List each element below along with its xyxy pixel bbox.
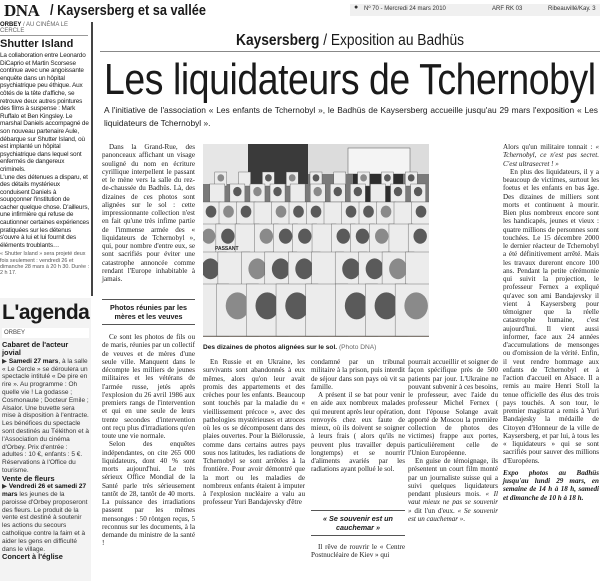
portrait-face [217,174,224,181]
photo-credit: (Photo DNA) [337,344,377,351]
paragraph [408,457,498,523]
portrait-face [346,206,357,218]
portrait-face [313,187,321,196]
page-code: ARF RK 03 [492,6,523,12]
paragraph: pourrait accueillir et soigner de façon spécifique près de 500 patients par jour. L'Ukraine ne pouvant subvenir à ces besoins, le professeur, avec l'aide du professeur Michel Fernex ( dont l'épouse Solange avait apporté de Moscou la première collection de photos des victimes) frappe aux portes, particulièrement celle de l'Union Européenne. [408,358,498,457]
paragraph: En plus des liquidateurs, il y a beaucoup de victimes, surtout les foetus et les enfants en bas âge. Des dizaines de milliers sont morts et continuent à mourir. Bien plus nombreux encore sont les handicapés, jeunes et vieux : quatre millions de personnes sont touchées. Le 15 décembre 2000 le dernier réacteur de Tchernobyl a été définitivement arrêté. Mais les travaux dureront encore 100 ans. Pendant la petite cérémonie qui suivit la projection, le professeur Fernex a expliqué qu'avec son ami Bandajevsky il vient à Kaysersberg pour témoigner que la réelle catastrophe humaine, c'est aujourd'hui. Il vient aussi informer, face aux 24 années d'accumulations de mensonges ou d'omission de la vérité. Enfin, il veut rendre hommage aux enfants de Tchernobyl et à l'action d'accueil en Alsace. Il a remis au maire Henri Stoll la tenue officielle des élus des trois pays touchés. A son tour, le premier magistrat a remis à Yuri Bandajesky la médaille de Citoyen d'Honneur de la ville de Kaysersberg, et par lui, à tous les « liquidateurs » qui se sont sacrifiés pour sauver des millions d'Européens. [503,167,599,465]
portrait-face [293,206,304,218]
portrait-face [381,206,392,218]
paragraph: Dans la Grand-Rue, des panonceaux affichant un visage souligné du nom en écriture cyrillique interpellent le passant et le mène vers la salle du rez-de-chaussée du Badhüs. Là, des dizaines de ces photos sont alignées sur le sol : cette impressionnante collection n'est en fait qu'une très infime partie de l'immense armée des « liquidateurs de Tchernobyl », qui, pour nombre d'entre eux, se sont sacrifiés pour éviter une catastrophe annoncée comme rendant l'Europe inhabitable à jamais. [102,143,195,283]
quote: « Il vaut mieux ne pas se souvenir » [408,490,498,515]
portrait-face [233,187,241,196]
cinema-note: « Shutter Island » sera projeté deux fois seulement : vendredi 26 et dimanche 28 mars à 20 h 30. Durée : 2 h 17. [0,251,89,277]
cinema-kicker [0,22,88,36]
portrait-face [408,174,415,181]
cinema-title: Shutter Island [0,38,74,50]
article-lead: A l'initiative de l'association « Les enfants de Tchernobyl », le Badhüs de Kaysersberg accueille jusqu'au 29 mars l'exposition « Les liquidateurs de Tchernobyl ». [104,105,598,128]
portrait-face [295,258,313,279]
arrow-icon: ▶ [2,357,9,365]
paragraph: condamné par un tribunal militaire à la prison, puis interdit de séjour dans son pays où vit sa famille. [311,358,405,391]
cinema-paragraph: L'une des détenues a disparu, et des détails mystérieux conduisent Daniels à soupçonner l'institution de cacher quelque chose. D'ailleurs, une infirmière qui refuse de cautionner certaines expériences pratiquées sur les détenus s'ouvre à lui et lui fournit des éléments troublants… [0,173,89,249]
kicker-rest: / AU CINÉMA LE CERCLE [0,22,69,34]
portrait-face [276,206,287,218]
kicker-town: ORBEY [0,22,22,28]
portrait-face [273,187,281,196]
paragraph [503,143,599,168]
portrait-face [241,206,252,218]
agenda-item-text [2,358,89,475]
divider [100,51,600,52]
text: dit l'un d'eux. [411,506,458,515]
portrait-frame [394,202,413,225]
agenda-item-date: Samedi 27 mars [8,357,59,365]
rubric-topic: / Exposition au Badhüs [319,32,464,49]
quote: « Tchernobyl, ce n'est pas secret. C'est ultrasecret ! » [503,143,599,168]
portrait-face [394,187,402,196]
portrait-frame [290,184,305,202]
portrait-face [356,229,369,244]
portrait-face [279,229,292,244]
article-rubric [135,32,565,50]
issue-meta [350,4,600,16]
portrait-face [226,292,250,319]
photo-sign-text: PASSANT [215,246,239,252]
portrait-face [360,174,367,181]
portrait-face [345,292,369,319]
portrait-frame [210,184,225,202]
paragraph: Il rêve de rouvrir le « Centre Postnucléaire de Kiev » qui [311,543,405,560]
edition: Ribeauvillé/Kay. 3 [548,6,596,12]
agenda-item-body: les jeunes de la paroisse d'Orbey proposeront des fleurs. Le produit de la vente est destiné à soutenir les actions du secours catholique contre la faim et à aider les gens en difficulté dans le village. [2,490,88,553]
cinema-paragraph: La collaboration entre Leonardo DiCaprio et Martin Scorsese continue avec une angoissante enquête dans un hôpital psychiatrique peu éthique. Aux côtés de la tête d'affiche, se retrouve deux autres pointures des films à suspense : Mark Ruffalo et Ben Kingsley. Le marshal Daniels accompagné de son nouveau partenaire Aule, débarque sur Shutter Island, où est implanté un hôpital psychiatrique dans lequel sont enfermés de dangereux criminels. [0,52,89,173]
portrait-face [375,229,388,244]
article-column [311,358,405,474]
portrait-face [311,206,322,218]
photo-exhibition-floor [203,144,429,337]
portrait-face [334,187,342,196]
sidebar [0,22,93,296]
agenda-item-title: Concert à l'église [2,552,63,562]
portrait-face [260,229,273,244]
portrait-face [363,206,374,218]
portrait-face [298,229,311,244]
section-title: / Kaysersberg et sa vallée [50,2,206,19]
portrait-face [416,206,427,218]
portrait-face [389,258,407,279]
agenda-title: L'agenda [2,301,90,324]
portrait-face [413,229,426,244]
portrait-frame [254,202,273,225]
photo-caption [203,344,376,351]
portrait-face [265,174,272,181]
portrait-face [289,174,296,181]
quote: « Se souvenir est un cauchemar ». [408,506,498,523]
portrait-face [354,187,362,196]
article-column [503,143,599,502]
paragraph: Selon des enquêtes indépendantes, on cite 265 000 liquidateurs, dont 40 % sont morts aujourd'hui. Le très sérieux Office Mondial de la Santé parle très sérieusement tantôt de 28, tantôt de 40 morts. La puissance des irradiations passent par les mêmes mensonges : 50 röntgen reçus, 5 reconnus sur les documents, à la demande du ministre de la santé ! [102,440,195,548]
portrait-face [221,229,234,244]
article-column [311,543,405,560]
subheading: Photos réunies par les mères et les veuves [102,299,195,325]
text: Alors qu'un militaire tonnait : [503,143,596,151]
article-headline: Les liquidateurs de Tchernobyl [104,55,596,104]
portrait-face [342,258,360,279]
portrait-face [414,187,422,196]
text: En guise de témoignage, ils présentent un court film monté par un journaliste suisse qui a suivi quelques liquidateurs pendant plusieurs mois. [408,457,498,498]
agenda-item-date: Vendredi 26 et samedi 27 mars [2,483,87,498]
article-column [102,333,195,548]
agenda-town: ORBEY [2,328,89,338]
portrait-face [404,292,428,319]
paragraph: Ce sont les photos de fils ou de maris, réunies par un collectif de veuves et de mères d'une seule ville. Manquent dans le décompte les milliers de jeunes militaires et les vétérans de l'armée russe, jetés après l'explosion du 26 avril 1986 aux premiers rangs de l'intervention et qui en une seule de leurs trente secondes d'intervention ont reçu plus d'irradiations qu'en toute une vie normale. [102,333,195,440]
portrait-face [255,292,279,319]
portrait-face [384,174,391,181]
portrait-frame [370,184,385,202]
issue-date: Nº 70 - Mercredi 24 mars 2010 [364,6,446,12]
portrait-face [223,206,234,218]
article-column [203,358,305,507]
paragraph: A présent il se bat pour venir en aide aux nombreux malades qui meurent après leur opération, renvoyés chez eux faute de mieux, où ils doivent se soigner à leurs frais ( alors qu'ils ne peuvent plus travailler depuis longtemps) et se nourrir d'aliments avariés par les radiations ayant pollué le sol. [311,391,405,474]
agenda-item-body: , à la salle « Le Cercle » se déroulera un spectacle intitulé « De pire en rire ». Au programme : Oh quelle vie ! La godasse ; Cosmonaute ; Docteur Emile ; Alsalor. Une buvette sera mise à disposition à l'entracte. Les bénéfices du spectacle sont destinés au Téléthon et à l'Association du cinéma d'Orbey. Prix d'entrée : adultes : 10 €, enfants : 5 €. Réservations à l'Office du tourisme. [2,357,89,474]
paragraph: En Russie et en Ukraine, les survivants sont abandonnés à eux mêmes, alors qu'on leur avait promis des appartements et des crèches pour les enfants. Beaucoup sont touchés par la maladie du « vieillissement précoce », avec des pathologies mystérieuses et atroces où les os se décomposent dans des plaies ouvertes. Pour la Biélorussie, comme dans certains autres pays sous nos latitudes, les radiations de Tchernobyl se sont arrêtées à la frontière. Pour avoir démontré que la mort ou les maladies de nombreux enfants étaient à imputer à l'explosion nucléaire a valu au professeur Yuri Bandajevsky d'être [203,358,305,507]
subheading: « Se souvenir est un cauchemar » [311,510,405,536]
page-header [0,0,600,20]
bullet-icon: ● [354,4,359,11]
caption-text: Des dizaines de photos alignées sur le sol. [203,344,338,351]
arrow-icon: ▶ [2,483,9,491]
portrait-face [313,174,320,181]
portrait-frame [324,202,343,225]
portrait-face [272,258,290,279]
rubric-place: Kaysersberg [236,32,320,49]
portrait-face [206,206,217,218]
article-column [102,143,195,283]
portrait-face [366,258,384,279]
exhibition-info: Expo photos au Badhüs jusqu'au lundi 29 mars, en semaine de 14 h à 18 h, samedi et dimanche de 10 h à 18 h. [503,468,599,502]
portrait-face [285,292,309,319]
portrait-face [253,187,261,196]
portrait-face [375,292,399,319]
portrait-face [337,229,350,244]
agenda-item-title: Vente de fleurs [2,473,55,483]
agenda-item-title: Cabaret de l'acteur jovial [2,340,69,358]
newspaper-logo: DNA [4,1,40,20]
agenda-box [0,298,91,581]
portrait-face [248,258,266,279]
article-photo [203,144,429,337]
article-column [408,358,498,523]
agenda-item-text [2,483,89,553]
